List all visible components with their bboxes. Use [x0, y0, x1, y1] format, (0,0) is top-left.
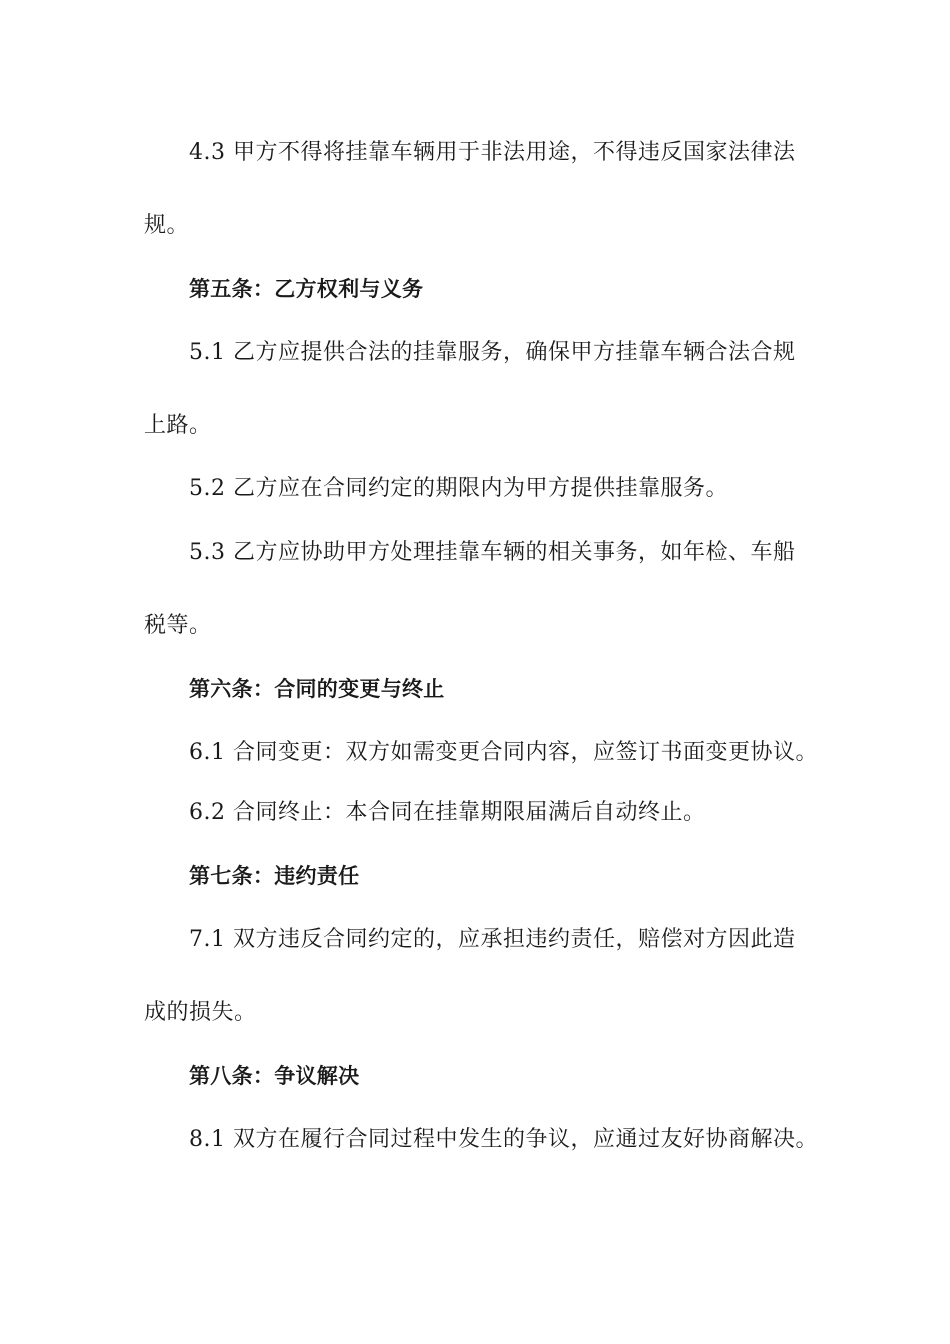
clause-5-3-line-2: 税等。 [144, 613, 212, 638]
clause-7-1-line-1: 7.1 双方违反合同约定的，应承担违约责任，赔偿对方因此造 [189, 927, 796, 952]
clause-7-1-line-2: 成的损失。 [144, 1000, 257, 1025]
section-heading-8: 第八条：争议解决 [189, 1064, 360, 1088]
clause-8-1: 8.1 双方在履行合同过程中发生的争议，应通过友好协商解决。 [189, 1127, 818, 1152]
clause-5-2: 5.2 乙方应在合同约定的期限内为甲方提供挂靠服务。 [189, 476, 728, 501]
clause-5-1-line-2: 上路。 [144, 413, 212, 438]
clause-5-1-line-1: 5.1 乙方应提供合法的挂靠服务，确保甲方挂靠车辆合法合规 [189, 340, 796, 365]
section-heading-5: 第五条：乙方权利与义务 [189, 277, 424, 301]
section-heading-7: 第七条：违约责任 [189, 864, 360, 888]
clause-6-2: 6.2 合同终止：本合同在挂靠期限届满后自动终止。 [189, 800, 706, 825]
section-heading-6: 第六条：合同的变更与终止 [189, 677, 445, 701]
clause-5-3-line-1: 5.3 乙方应协助甲方处理挂靠车辆的相关事务，如年检、车船 [189, 540, 796, 565]
clause-4-3-line-2: 规。 [144, 213, 190, 238]
clause-4-3-line-1: 4.3 甲方不得将挂靠车辆用于非法用途，不得违反国家法律法 [189, 140, 796, 165]
clause-6-1: 6.1 合同变更：双方如需变更合同内容，应签订书面变更协议。 [189, 740, 818, 765]
